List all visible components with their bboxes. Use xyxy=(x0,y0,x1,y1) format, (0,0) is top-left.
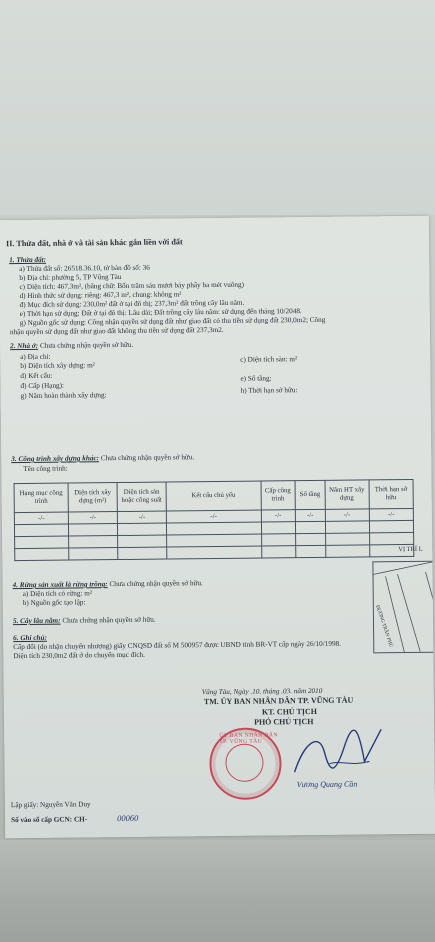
notes-heading: 6. Ghi chú: xyxy=(13,633,47,643)
land-term: e) Thời hạn sử dụng: Đất ở tại đô thị: Lâu dài; Đất trồng cây lâu năm: sử dụng đến tháng 10/2048. xyxy=(19,307,302,319)
seal-star-icon xyxy=(225,744,263,782)
land-origin-2: nhận quyền sử dụng đất như giao đất không thu tiền sử dụng đất 237,3m2. xyxy=(9,325,224,337)
land-heading: 1. Thửa đất: xyxy=(9,255,47,265)
notes-line-2: Diện tích 230,0m2 đất ở do chuyển mục đích. xyxy=(13,650,145,661)
perennial-line xyxy=(13,616,156,625)
map-corner-label: VỊ TRÍ L xyxy=(398,545,423,554)
land-area: c) Diện tích: 467,3m², (bằng chữ: Bốn trăm sáu mươi bảy phẩy ba mét vuông) xyxy=(19,280,245,292)
book-number: 00060 xyxy=(116,812,139,824)
house-structure: d) Kết cấu: xyxy=(20,371,53,381)
header-year: Năm HT xây dựng xyxy=(325,480,370,509)
sign-place-date: Vũng Tàu, Ngày .10. tháng .03. năm 2010 xyxy=(201,686,323,697)
house-build-area: b) Diện tích xây dựng: m² xyxy=(20,361,95,371)
clerk-prepared: Lập giấy: Nguyễn Văn Duy xyxy=(10,800,91,810)
sign-org: TM. ỦY BAN NHÂN DÂN TP. VŨNG TÀU xyxy=(203,695,354,707)
house-status: Chưa chứng nhận quyền sở hữu. xyxy=(39,340,134,350)
land-form: d) Hình thức sử dụng: riêng: 467,3 m², chung: không m² xyxy=(19,290,182,301)
map-road-label: ĐƯỜNG TRẦN PHÚ xyxy=(374,604,394,649)
land-address: b) Địa chỉ: phường 5, TP Vũng Tàu xyxy=(19,272,122,283)
land-purpose: đ) Mục đích sử dụng: 230,0m² đất ở tại đô thị; 237,3m² đất trồng cây lâu năm. xyxy=(19,298,245,310)
signature-scribble xyxy=(289,721,385,782)
works-line xyxy=(11,453,194,463)
header-item: Hạng mục công trình xyxy=(14,483,68,513)
notes-line-1: Cấp đổi (do nhận chuyển nhượng) giấy CNQSD đất số M 500957 được UBND tỉnh BR-VT cấp ngày 26/10/1998. xyxy=(13,639,341,652)
works-name-label: Tên công trình: xyxy=(23,464,68,474)
official-seal xyxy=(209,727,282,800)
house-year: g) Năm hoàn thành xây dựng: xyxy=(20,391,107,401)
house-grade: đ) Cấp (Hạng): xyxy=(20,381,65,391)
location-map xyxy=(372,561,435,654)
background-bottom xyxy=(0,840,435,942)
header-build-area: Diện tích xây dựng (m²) xyxy=(68,483,117,513)
house-floor-area: c) Diện tích sàn: m² xyxy=(240,355,298,364)
background-top xyxy=(0,0,435,215)
forest-origin: b) Nguồn gốc tạo lập: xyxy=(22,598,86,608)
certificate-page xyxy=(0,216,435,838)
header-floors: Số tầng xyxy=(295,480,325,509)
sign-kt: KT. CHỦ TỊCH xyxy=(261,706,318,717)
works-table-header xyxy=(14,479,413,512)
forest-status: Chưa chứng nhận quyền sở hữu. xyxy=(109,579,203,589)
house-line xyxy=(10,341,133,350)
perennial-heading: 5. Cây lâu năm: xyxy=(12,616,61,626)
header-grade: Cấp công trình xyxy=(261,481,296,510)
works-table xyxy=(14,479,415,561)
house-own-term: h) Thời hạn sở hữu: xyxy=(240,386,298,395)
land-parcel: a) Thửa đất số: 26518.36.10, tờ bản đồ số: 36 xyxy=(19,263,150,274)
works-heading: 3. Công trình xây dựng khác: xyxy=(11,454,100,464)
forest-heading: 4. Rừng sản xuất là rừng trồng: xyxy=(12,580,108,590)
perennial-status: Chưa chứng nhận quyền sở hữu. xyxy=(62,615,156,625)
house-address: a) Địa chỉ: xyxy=(20,352,51,362)
house-floors: e) Số tầng: xyxy=(240,374,272,383)
section-title: II. Thửa đất, nhà ở và tài sản khác gắn liền với đất xyxy=(5,237,183,249)
house-heading: 2. Nhà ở: xyxy=(10,341,39,351)
sign-role: PHÓ CHỦ TỊCH xyxy=(253,717,314,727)
table-row: -/- -/- -/- -/- -/- -/- -/- -/- xyxy=(14,508,413,524)
signer-name: Vương Quang Cần xyxy=(296,779,358,790)
land-origin-1: g) Nguồn gốc sử dụng: Công nhận quyền sử dụng đất như giao đất có thu tiền sử dụng đất 230,0m2; Công xyxy=(19,315,326,328)
header-structure: Kết cấu chủ yếu xyxy=(166,481,261,511)
header-term: Thời hạn sở hữu xyxy=(369,479,414,508)
works-status: Chưa chứng nhận quyền sở hữu. xyxy=(100,453,195,463)
forest-line xyxy=(13,579,203,589)
book-label: Số vào sổ cấp GCN: CH- xyxy=(11,815,88,825)
header-floor-area: Diện tích sàn hoặc công suất xyxy=(117,482,166,512)
seal-text: ỦY BAN NHÂN DÂN TP. VŨNG TÀU xyxy=(219,732,278,745)
forest-area: a) Diện tích có rừng: m² xyxy=(22,589,93,599)
